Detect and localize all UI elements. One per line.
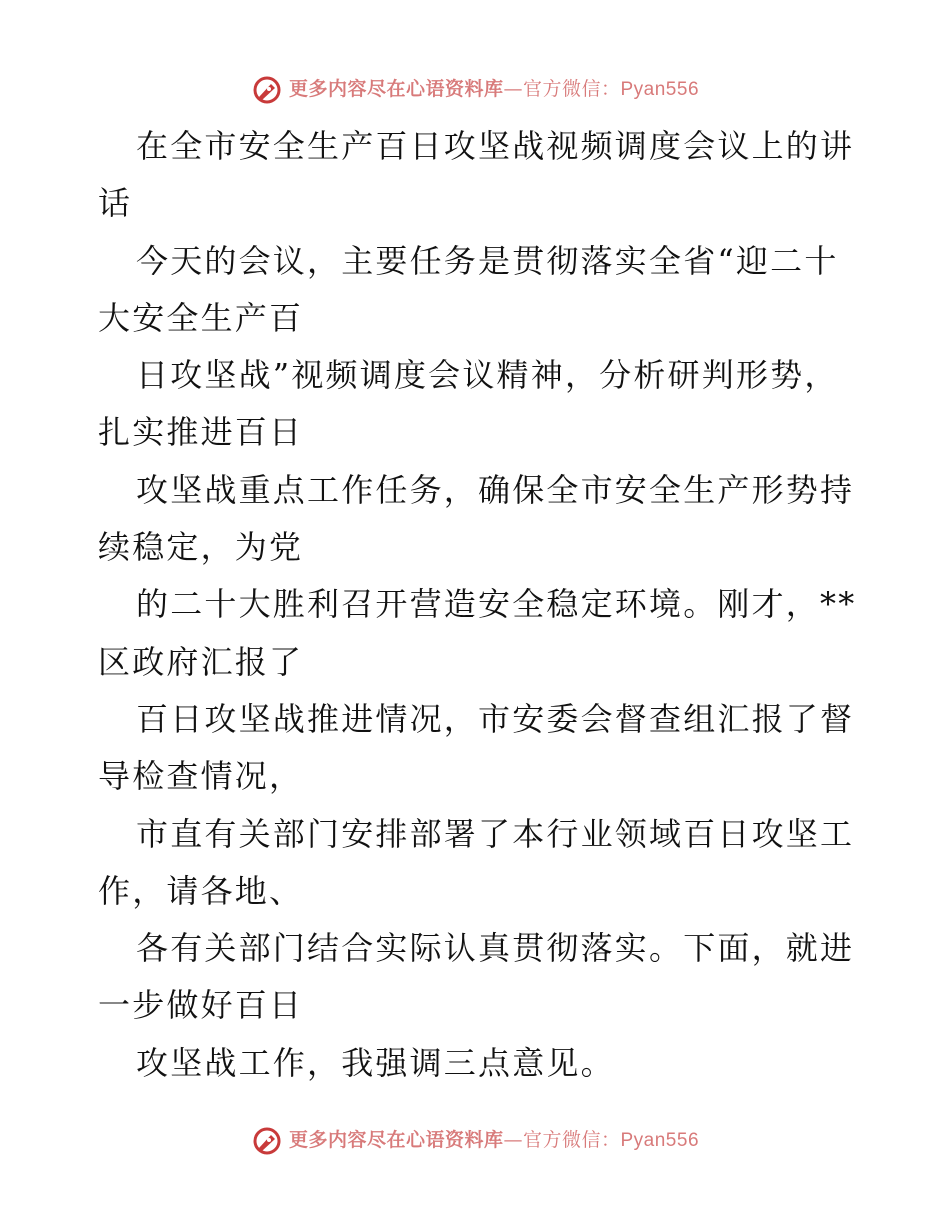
document-body: [98, 118, 858, 1092]
header-watermark: [0, 74, 950, 105]
pen-nib-circle-icon: [251, 1126, 283, 1156]
text-line: 一步做好百日: [98, 986, 304, 1025]
text-line: 攻坚战重点工作任务，确保全市安全生产形势持: [136, 470, 855, 509]
text-line: 扎实推进百日: [98, 413, 304, 452]
text-line: 大安全生产百: [98, 298, 304, 337]
text-line: 攻坚战工作，我强调三点意见。: [136, 1043, 615, 1082]
footer-watermark: [0, 1125, 950, 1156]
text-line: 在全市安全生产百日攻坚战视频调度会议上的讲: [136, 127, 855, 165]
text-line: 百日攻坚战推进情况，市安委会督查组汇报了督: [136, 699, 855, 738]
text-line: 市直有关部门安排部署了本行业领域百日攻坚工: [136, 814, 855, 853]
pen-nib-circle-icon: [251, 75, 283, 105]
text-line: 续稳定，为党: [98, 528, 304, 567]
text-line: 话: [98, 184, 133, 223]
text-line: 作，请各地、: [98, 871, 304, 910]
watermark-text: 更多内容尽在心语资料库—官方微信：Pyan556: [288, 1129, 700, 1151]
text-line: 区政府汇报了: [98, 642, 304, 681]
text-line: 日攻坚战”视频调度会议精神，分析研判形势，: [136, 356, 839, 395]
text-line: 今天的会议，主要任务是贯彻落实全省“迎二十: [136, 241, 839, 280]
text-line: 的二十大胜利召开营造安全稳定环境。刚才，**: [136, 585, 857, 624]
text-line: 各有关部门结合实际认真贯彻落实。下面，就进: [136, 929, 855, 968]
text-line: 导检查情况，: [98, 757, 304, 796]
watermark-text: 更多内容尽在心语资料库—官方微信：Pyan556: [288, 78, 700, 100]
